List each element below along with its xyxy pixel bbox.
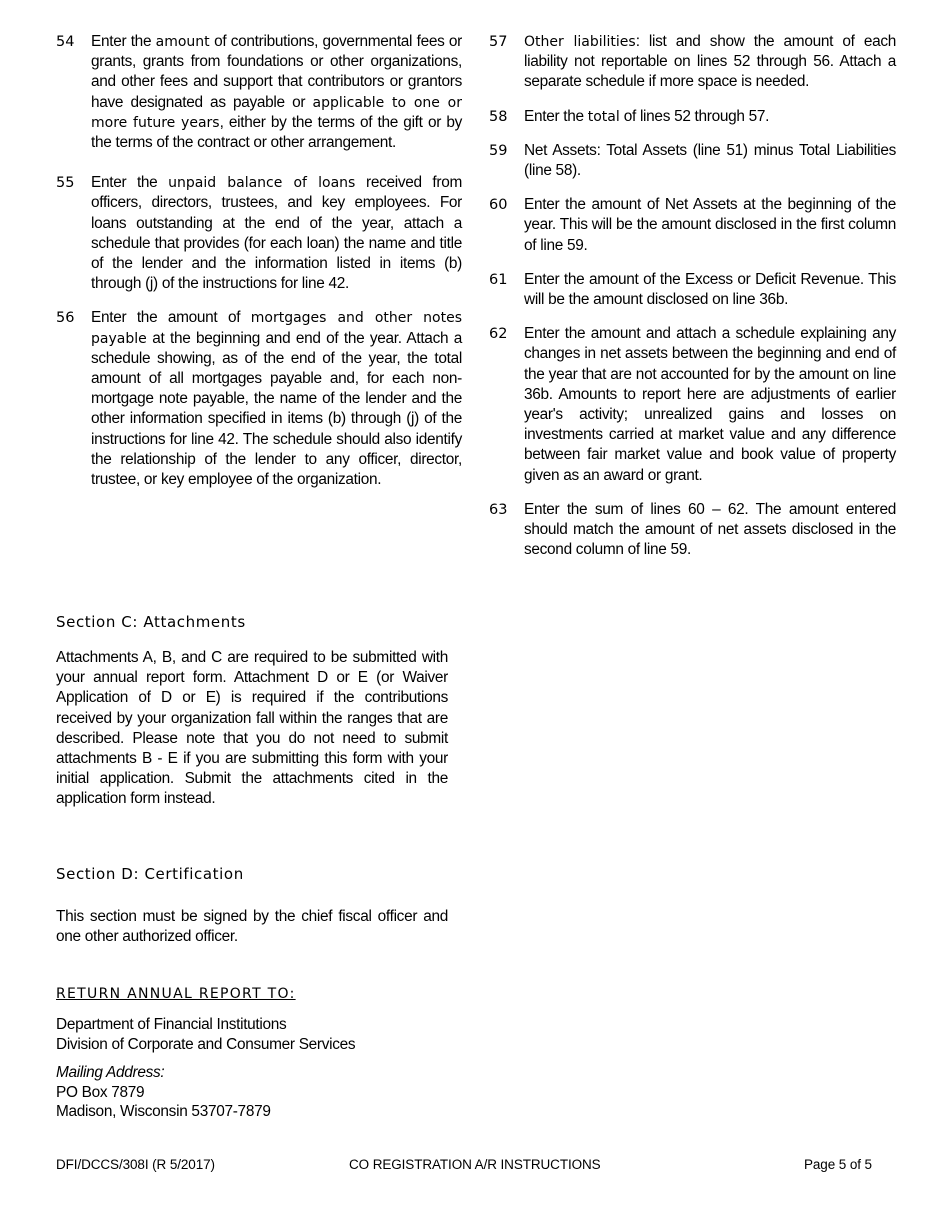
line-number: 59 <box>489 142 508 159</box>
footer-title: CO REGISTRATION A/R INSTRUCTIONS <box>349 1157 601 1172</box>
line-number: 58 <box>489 108 508 125</box>
line-item-54 <box>56 32 462 153</box>
line-item-62 <box>489 324 896 486</box>
mailing-address <box>56 1063 271 1122</box>
section-d-heading: Section D: Certification <box>56 865 244 883</box>
line-text: Enter the total of lines 52 through 57. <box>524 107 770 125</box>
division-name: Division of Corporate and Consumer Services <box>56 1035 356 1053</box>
footer-page-number: Page 5 of 5 <box>804 1157 872 1172</box>
left-instruction-column <box>56 32 462 490</box>
city-state-zip: Madison, Wisconsin 53707-7879 <box>56 1103 271 1120</box>
line-number: 55 <box>56 175 75 192</box>
line-text: Enter the sum of lines 60 – 62. The amount entered should match the amount of net assets disclosed in the second column of line 59. <box>524 500 896 559</box>
line-item-60 <box>489 195 896 256</box>
line-item-61 <box>489 270 896 310</box>
department-address <box>56 1015 355 1054</box>
line-item-58 <box>489 107 896 127</box>
section-c-body: Attachments A, B, and C are required to be submitted with your annual report form. Attachment D or E (or Waiver Application of D or E) is required if the contributions received by your organization fall within the ranges that are described. Please note that you do not need to submit attachments B - E if you are submitting this form with your initial application. Submit the attachments cited in the application form instead. <box>56 649 448 808</box>
po-box: PO Box 7879 <box>56 1083 145 1101</box>
line-text: Enter the unpaid balance of loans received from officers, directors, trustees, and key employees. For loans outstanding at the end of the year, attach a schedule that provides (for each loan) the name and title of the lender and the information listed in items (b) through (j) of the instructions for line 42. <box>91 174 463 293</box>
section-c-heading: Section C: Attachments <box>56 613 246 631</box>
line-number: 61 <box>489 271 508 288</box>
line-text: Enter the amount of the Excess or Deficit Revenue. This will be the amount disclosed on line 36b. <box>524 270 896 309</box>
line-text: Other liabilities: list and show the amount of each liability not reportable on lines 52 through 56. Attach a separate schedule if more space is needed. <box>524 33 896 91</box>
section-d-body: This section must be signed by the chief fiscal officer and one other authorized officer. <box>56 908 448 946</box>
line-text: Enter the amount of Net Assets at the beginning of the year. This will be the amount disclosed in the first column of line 59. <box>524 196 896 254</box>
department-name: Department of Financial Institutions <box>56 1016 287 1033</box>
line-text: Enter the amount of mortgages and other notes payable at the beginning and end of the year. Attach a schedule showing, as of the end of the year, the total amount of all mortgages payable and, for each non-mortgage note payable, the name of the lender and the other information specified in items (b) through (j) of the instructions for line 42. The schedule should also identify the relationship of the lender to any officer, director, trustee, or key employee of the organization. <box>91 309 462 489</box>
line-item-55 <box>56 173 462 294</box>
right-instruction-column <box>489 32 896 560</box>
footer-form-id: DFI/DCCS/308I (R 5/2017) <box>56 1157 215 1172</box>
line-number: 57 <box>489 34 508 50</box>
line-text: Net Assets: Total Assets (line 51) minus Total Liabilities (line 58). <box>524 141 896 180</box>
line-number: 62 <box>489 326 508 343</box>
mailing-address-label: Mailing Address: <box>56 1064 165 1081</box>
line-text: Enter the amount and attach a schedule explaining any changes in net assets between the beginning and end of the year that are not accounted for by the amount on line 36b. Amounts to report here are adjustments of earlier year's activity; unrealized gains and losses on investments carried at market value and any difference between fair market value and book value of property given as an award or grant. <box>524 325 896 484</box>
return-address-heading: RETURN ANNUAL REPORT TO: <box>56 986 296 1002</box>
line-number: 54 <box>56 34 75 50</box>
line-number: 60 <box>489 197 508 214</box>
line-item-59 <box>489 141 896 181</box>
line-number: 63 <box>489 501 508 518</box>
line-item-56 <box>56 308 462 490</box>
line-text: Enter the amount of contributions, governmental fees or grants, grants from foundations or other organizations, and other fees and support that contributors or grantors have designated as payable or applicable to one or more future years, either by the terms of the gift or by the terms of the contract or other arrangement. <box>91 33 462 152</box>
line-item-57 <box>489 32 896 93</box>
line-item-63 <box>489 500 896 561</box>
line-number: 56 <box>56 310 75 327</box>
